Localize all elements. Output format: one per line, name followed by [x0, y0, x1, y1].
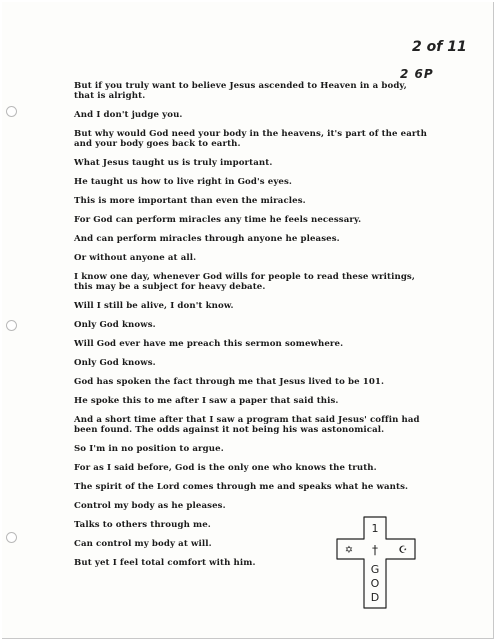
paragraph: Can control my body at will.	[74, 539, 212, 549]
paragraph: Will I still be alive, I don't know.	[74, 301, 234, 311]
paragraph: But yet I feel total comfort with him.	[74, 558, 256, 568]
paragraph: For as I said before, God is the only one who knows the truth.	[74, 463, 377, 473]
paragraph: The spirit of the Lord comes through me and speaks what he wants.	[74, 482, 409, 492]
star-of-david-icon: ✡	[344, 545, 354, 556]
small-cross-icon: †	[372, 543, 378, 557]
paragraph: Control my body as he pleases.	[74, 501, 226, 511]
paragraph: He taught us how to live right in God's eyes.	[74, 177, 293, 187]
cross-letter-o: O	[370, 577, 380, 590]
paragraph: What Jesus taught us is truly important.	[74, 158, 273, 168]
paragraph: Talks to others through me.	[74, 520, 211, 530]
paragraph: This is more important than even the miracles.	[74, 196, 306, 206]
paragraph: Only God knows.	[74, 358, 156, 368]
binder-hole-top	[6, 106, 17, 117]
binder-hole-middle	[6, 320, 17, 331]
handwritten-page-number: 2 of 11	[412, 39, 467, 55]
paragraph: I know one day, whenever God wills for people to read these writings, this may be a subject for heavy debate.	[74, 272, 415, 292]
paragraph: And I don't judge you.	[74, 110, 183, 120]
document-body	[74, 81, 430, 577]
scanned-page	[2, 2, 494, 639]
paragraph: Or without anyone at all.	[74, 253, 197, 263]
hand-drawn-cross	[334, 515, 418, 611]
paragraph: And can perform miracles through anyone he pleases.	[74, 234, 340, 244]
paragraph: God has spoken the fact through me that Jesus lived to be 101.	[74, 377, 385, 387]
cross-letter-g: G	[370, 563, 380, 576]
paragraph: Only God knows.	[74, 320, 156, 330]
crescent-icon: ☪	[398, 545, 408, 556]
cross-drawing	[334, 515, 418, 611]
binder-hole-bottom	[6, 532, 17, 543]
cross-top-label: 1	[371, 522, 379, 535]
handwritten-code: 2 6P	[400, 67, 434, 81]
paragraph: He spoke this to me after I saw a paper that said this.	[74, 396, 339, 406]
paragraph: So I'm in no position to argue.	[74, 444, 224, 454]
paragraph: But why would God need your body in the heavens, it's part of the earth and your body goes back to earth.	[74, 129, 427, 149]
paragraph: And a short time after that I saw a program that said Jesus' coffin had been found. The odds against it not being his was astonomical.	[74, 415, 420, 435]
paragraph: But if you truly want to believe Jesus ascended to Heaven in a body, that is alright.	[74, 81, 407, 101]
paragraph: Will God ever have me preach this sermon somewhere.	[74, 339, 344, 349]
cross-letter-d: D	[370, 591, 380, 604]
paragraph: For God can perform miracles any time he feels necessary.	[74, 215, 362, 225]
